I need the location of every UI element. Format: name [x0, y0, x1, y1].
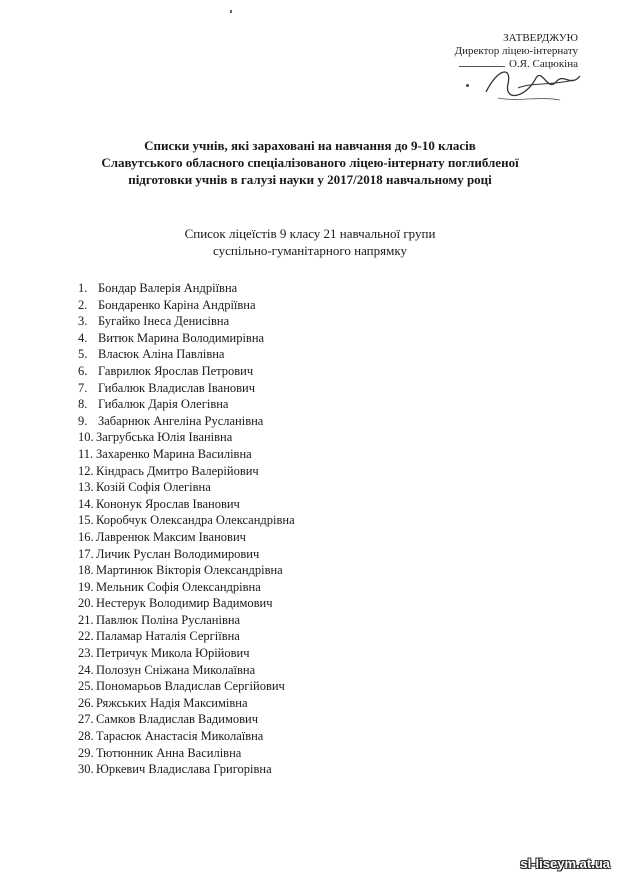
list-item: [78, 512, 295, 529]
item-number: 21.: [78, 612, 94, 627]
approval-heading: ЗАТВЕРДЖУЮ: [503, 32, 578, 44]
list-item: [78, 479, 295, 496]
item-number: 19.: [78, 579, 94, 594]
student-name: Загрубська Юлія Іванівна: [96, 430, 233, 445]
list-item: [78, 396, 295, 413]
list-item: [78, 645, 295, 662]
item-number: 8.: [78, 397, 88, 412]
item-number: 22.: [78, 629, 94, 644]
list-item: [78, 496, 295, 513]
title-line-3: підготовки учнів в галузі науки у 2017/2018 навчальному році: [128, 172, 492, 187]
group-line-2: суспільно-гуманітарного напрямку: [213, 243, 407, 258]
list-item: [78, 579, 295, 596]
student-name: Самков Владислав Вадимович: [96, 712, 259, 727]
student-name: Паламар Наталія Сергіївна: [96, 629, 240, 644]
list-item: [78, 380, 295, 397]
list-item: [78, 346, 295, 363]
item-number: 13.: [78, 480, 94, 495]
list-item: [78, 446, 295, 463]
student-name: Тютюнник Анна Василівна: [96, 745, 242, 760]
item-number: 6.: [78, 363, 88, 378]
student-name: Забарнюк Ангеліна Русланівна: [98, 413, 264, 428]
student-name: Пономарьов Владислав Сергійович: [96, 679, 285, 694]
student-name: Юркевич Владислава Григорівна: [96, 762, 272, 777]
list-item: [78, 662, 295, 679]
student-name: Бондар Валерія Андріївна: [98, 281, 238, 295]
student-name: Павлюк Поліна Русланівна: [96, 612, 241, 627]
item-number: 29.: [78, 745, 94, 760]
student-name: Петричук Микола Юрійович: [96, 646, 250, 661]
item-number: 17.: [78, 546, 94, 561]
item-number: 20.: [78, 596, 94, 611]
student-name: Тарасюк Анастасія Миколаївна: [96, 729, 264, 744]
student-name: Полозун Сніжана Миколаївна: [96, 662, 256, 677]
list-item: [78, 695, 295, 712]
item-number: 25.: [78, 679, 94, 694]
student-name: Власюк Аліна Павлівна: [98, 347, 225, 362]
item-number: 18.: [78, 563, 94, 578]
group-line-1: Список ліцеїстів 9 класу 21 навчальної групи: [184, 226, 436, 241]
list-item: [78, 628, 295, 645]
student-name: Козій Софія Олегівна: [96, 480, 211, 495]
student-name: Кононук Ярослав Іванович: [96, 496, 240, 511]
list-item: [78, 413, 295, 430]
list-item: [78, 612, 295, 629]
list-item: [78, 745, 295, 762]
item-number: 14.: [78, 496, 94, 511]
item-number: 5.: [78, 347, 88, 362]
item-number: 1.: [78, 281, 88, 295]
list-item: [78, 546, 295, 563]
student-name: Ряжських Надія Максимівна: [96, 695, 248, 710]
student-name: Захаренко Марина Василівна: [96, 446, 252, 461]
student-name: Витюк Марина Володимирівна: [98, 330, 265, 345]
list-item: [78, 529, 295, 546]
group-heading: [60, 225, 560, 259]
item-number: 24.: [78, 662, 94, 677]
stamp-mark: [466, 84, 469, 87]
list-item: [78, 562, 295, 579]
scan-speck: [230, 10, 232, 13]
list-item: [78, 728, 295, 745]
list-item: [78, 595, 295, 612]
list-item: [78, 363, 295, 380]
list-item: [78, 330, 295, 347]
item-number: 30.: [78, 762, 94, 777]
student-name: Кіндрась Дмитро Валерійович: [96, 463, 259, 478]
item-number: 7.: [78, 380, 88, 395]
item-number: 9.: [78, 413, 88, 428]
item-number: 28.: [78, 729, 94, 744]
document-title: [60, 137, 560, 188]
item-number: 11.: [78, 446, 94, 461]
item-number: 15.: [78, 513, 94, 528]
student-name: Личик Руслан Володимирович: [96, 546, 260, 561]
title-line-1: Списки учнів, які зараховані на навчання до 9-10 класів: [144, 138, 476, 153]
student-name: Гибалюк Владислав Іванович: [98, 380, 256, 395]
student-list: [78, 280, 295, 778]
site-watermark: sl-liseym.at.ua: [520, 856, 610, 871]
student-name: Бугайко Інеса Денисівна: [98, 314, 230, 329]
list-item: [78, 761, 295, 778]
list-item: [78, 297, 295, 314]
approval-position: Директор ліцею-інтернату: [454, 45, 578, 57]
item-number: 2.: [78, 297, 88, 312]
list-item: [78, 678, 295, 695]
title-line-2: Славутського обласного спеціалізованого ліцею-інтернату поглибленої: [101, 155, 519, 170]
item-number: 23.: [78, 646, 94, 661]
item-number: 3.: [78, 314, 88, 329]
student-name: Коробчук Олександра Олександрівна: [96, 513, 295, 528]
list-item: [78, 313, 295, 330]
student-name: Нестерук Володимир Вадимович: [96, 596, 273, 611]
student-name: Мельник Софія Олександрівна: [96, 579, 261, 594]
student-name: Гаврилюк Ярослав Петрович: [98, 363, 254, 378]
student-name: Бондаренко Каріна Андріївна: [98, 297, 256, 312]
handwritten-signature: [478, 58, 588, 108]
item-number: 10.: [78, 430, 94, 445]
item-number: 16.: [78, 529, 94, 544]
list-item: [78, 429, 295, 446]
list-item: [78, 280, 295, 297]
approval-name: О.Я. Сацюкіна: [508, 58, 578, 70]
list-item: [78, 711, 295, 728]
student-name: Гибалюк Дарія Олегівна: [98, 397, 229, 412]
item-number: 26.: [78, 695, 94, 710]
item-number: 12.: [78, 463, 94, 478]
item-number: 4.: [78, 330, 88, 345]
item-number: 27.: [78, 712, 94, 727]
student-name: Мартинюк Вікторія Олександрівна: [96, 563, 283, 578]
student-name: Лавренюк Максим Іванович: [96, 529, 246, 544]
list-item: [78, 463, 295, 480]
